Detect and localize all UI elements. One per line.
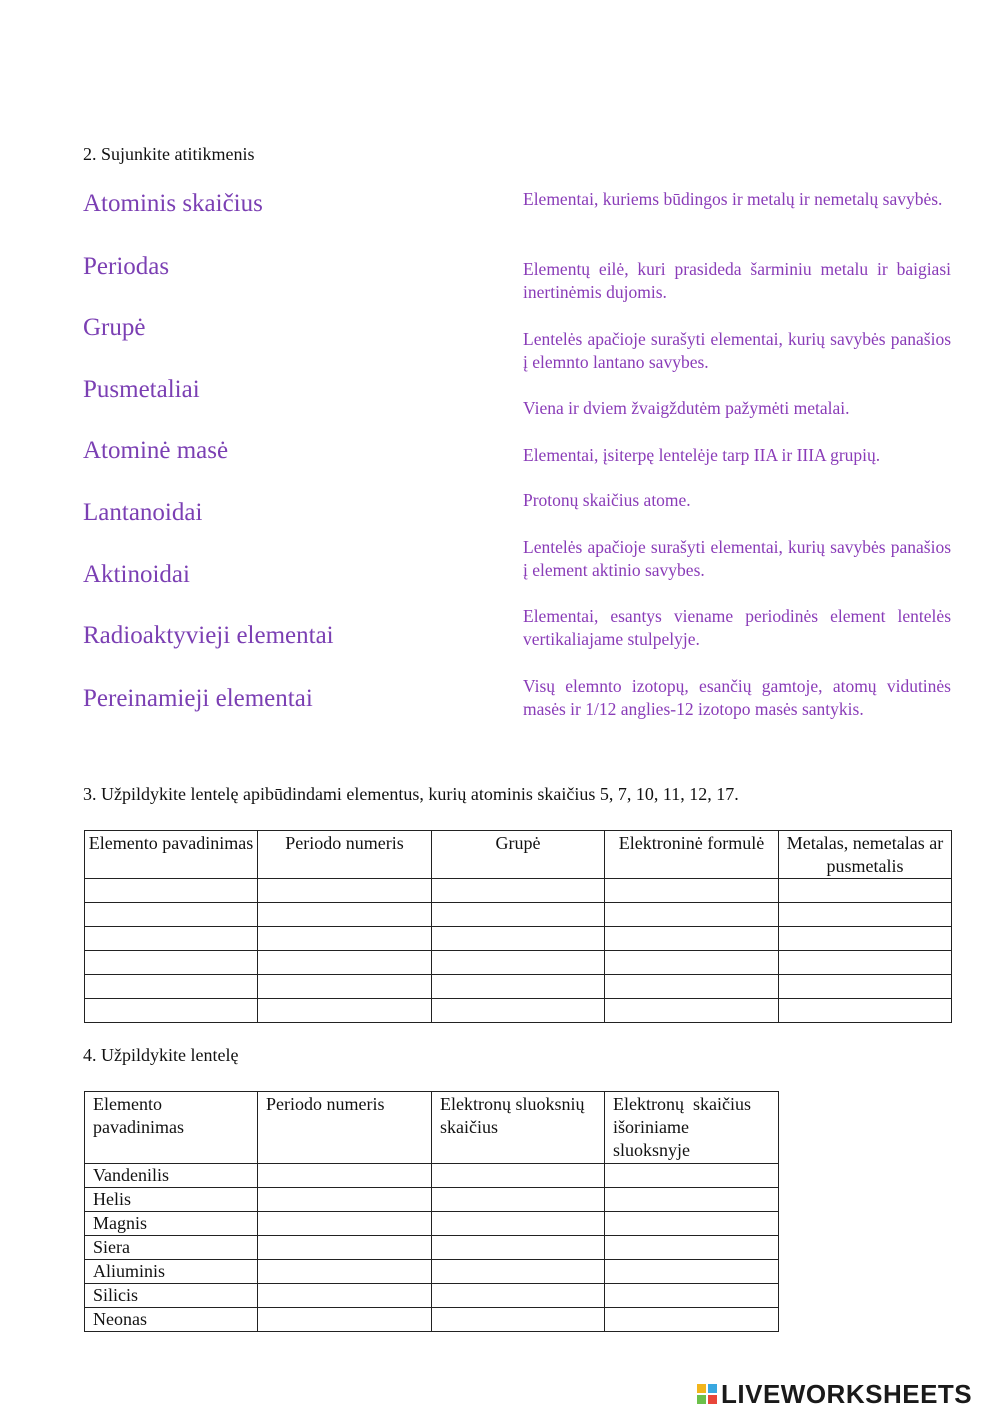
input-cell[interactable] xyxy=(258,1212,432,1236)
term-pusmetaliai: Pusmetaliai xyxy=(83,376,200,403)
definition-1: Elementai, kuriems būdingos ir metalų ir nemetalų savybės. xyxy=(523,189,943,209)
header-isorinio-sluoksnio-elektronai: Elektronų skaičius išoriniame sluoksnyje xyxy=(605,1092,779,1164)
header-periodo-numeris: Periodo numeris xyxy=(258,831,432,879)
header-elemento-pavadinimas: Elemento pavadinimas xyxy=(85,1092,258,1164)
input-cell[interactable] xyxy=(432,1308,605,1332)
input-cell[interactable] xyxy=(605,1308,779,1332)
input-cell[interactable] xyxy=(432,1284,605,1308)
input-cell[interactable] xyxy=(432,951,605,975)
section-2-heading: 2. Sujunkite atitikmenis xyxy=(83,144,255,164)
input-cell[interactable] xyxy=(605,1284,779,1308)
input-cell[interactable] xyxy=(605,1188,779,1212)
table-electron-shells xyxy=(84,1091,779,1332)
input-cell[interactable] xyxy=(258,951,432,975)
header-elemento-pavadinimas: Elemento pavadinimas xyxy=(85,831,258,879)
input-cell[interactable] xyxy=(605,927,779,951)
input-cell[interactable] xyxy=(85,999,258,1023)
input-cell[interactable] xyxy=(258,1260,432,1284)
row-label-silicis: Silicis xyxy=(85,1284,258,1308)
input-cell[interactable] xyxy=(258,879,432,903)
term-pereinamieji: Pereinamieji elementai xyxy=(83,685,313,712)
input-cell[interactable] xyxy=(432,1188,605,1212)
term-radioaktyvieji: Radioaktyvieji elementai xyxy=(83,622,334,649)
row-label-magnis: Magnis xyxy=(85,1212,258,1236)
row-label-siera: Siera xyxy=(85,1236,258,1260)
table-row xyxy=(85,951,952,975)
table-row xyxy=(85,1308,779,1332)
input-cell[interactable] xyxy=(432,879,605,903)
definition-9: Visų elemnto izotopų, esančių gamtoje, atomų vidutinės masės ir 1/12 anglies-12 izotopo masės santykis. xyxy=(523,676,951,719)
input-cell[interactable] xyxy=(605,951,779,975)
definition-7: Lentelės apačioje surašyti elementai, kurių savybės panašios į element aktinio savybes. xyxy=(523,537,951,580)
table-row xyxy=(85,1188,779,1212)
header-elektronine-formule: Elektroninė formulė xyxy=(605,831,779,879)
input-cell[interactable] xyxy=(258,903,432,927)
definition-8: Elementai, esantys viename periodinės element lentelės vertikaliajame stulpelyje. xyxy=(523,606,951,649)
input-cell[interactable] xyxy=(605,879,779,903)
input-cell[interactable] xyxy=(258,1308,432,1332)
header-grupe: Grupė xyxy=(432,831,605,879)
row-label-aliuminis: Aliuminis xyxy=(85,1260,258,1284)
row-label-helis: Helis xyxy=(85,1188,258,1212)
input-cell[interactable] xyxy=(85,975,258,999)
brand-name: LIVEWORKSHEETS xyxy=(721,1378,973,1409)
input-cell[interactable] xyxy=(432,1260,605,1284)
input-cell[interactable] xyxy=(605,975,779,999)
input-cell[interactable] xyxy=(258,1236,432,1260)
table-row xyxy=(85,1260,779,1284)
input-cell[interactable] xyxy=(605,1212,779,1236)
table-row xyxy=(85,927,952,951)
input-cell[interactable] xyxy=(258,1164,432,1188)
input-cell[interactable] xyxy=(605,1236,779,1260)
definition-2: Elementų eilė, kuri prasideda šarminiu metalu ir baigiasi inertinėmis dujomis. xyxy=(523,259,951,302)
input-cell[interactable] xyxy=(779,903,952,927)
input-cell[interactable] xyxy=(85,879,258,903)
input-cell[interactable] xyxy=(605,903,779,927)
input-cell[interactable] xyxy=(432,1212,605,1236)
input-cell[interactable] xyxy=(258,927,432,951)
term-periodas: Periodas xyxy=(83,253,170,280)
table-row xyxy=(85,1164,779,1188)
section-4-heading: 4. Užpildykite lentelę xyxy=(83,1045,239,1065)
input-cell[interactable] xyxy=(432,903,605,927)
input-cell[interactable] xyxy=(779,879,952,903)
table-row xyxy=(85,999,952,1023)
term-lantanoidai: Lantanoidai xyxy=(83,499,203,526)
input-cell[interactable] xyxy=(432,999,605,1023)
definition-6: Protonų skaičius atome. xyxy=(523,490,691,510)
header-metalas-nemetalas: Metalas, nemetalas ar pusmetalis xyxy=(779,831,952,879)
input-cell[interactable] xyxy=(605,1260,779,1284)
table-row xyxy=(85,903,952,927)
header-sluoksniu-skaicius: Elektronų sluoksnių skaičius xyxy=(432,1092,605,1164)
input-cell[interactable] xyxy=(85,927,258,951)
input-cell[interactable] xyxy=(85,951,258,975)
term-atominis-skaicius: Atominis skaičius xyxy=(83,190,263,217)
input-cell[interactable] xyxy=(432,1164,605,1188)
input-cell[interactable] xyxy=(258,1284,432,1308)
input-cell[interactable] xyxy=(432,975,605,999)
term-atomine-mase: Atominė masė xyxy=(83,437,229,464)
table-element-properties xyxy=(84,830,952,1023)
table-row xyxy=(85,1236,779,1260)
term-grupe: Grupė xyxy=(83,314,146,341)
row-label-vandenilis: Vandenilis xyxy=(85,1164,258,1188)
input-cell[interactable] xyxy=(779,975,952,999)
input-cell[interactable] xyxy=(779,951,952,975)
section-3-heading: 3. Užpildykite lentelę apibūdindami elementus, kurių atominis skaičius 5, 7, 10, 11, 12, 17. xyxy=(83,784,739,804)
table-header-row xyxy=(85,1092,779,1164)
input-cell[interactable] xyxy=(258,975,432,999)
input-cell[interactable] xyxy=(432,927,605,951)
row-label-neonas: Neonas xyxy=(85,1308,258,1332)
table-row xyxy=(85,1212,779,1236)
input-cell[interactable] xyxy=(258,1188,432,1212)
definition-5: Elementai, įsiterpę lentelėje tarp IIA ir IIIA grupių. xyxy=(523,445,881,465)
input-cell[interactable] xyxy=(779,999,952,1023)
input-cell[interactable] xyxy=(432,1236,605,1260)
definition-3: Lentelės apačioje surašyti elementai, kurių savybės panašios į elemnto lantano savybes. xyxy=(523,329,951,372)
table-row xyxy=(85,879,952,903)
input-cell[interactable] xyxy=(258,999,432,1023)
table-row xyxy=(85,1284,779,1308)
header-periodo-numeris: Periodo numeris xyxy=(258,1092,432,1164)
liveworksheets-logo xyxy=(697,1378,972,1410)
input-cell[interactable] xyxy=(85,903,258,927)
input-cell[interactable] xyxy=(779,927,952,951)
input-cell[interactable] xyxy=(605,1164,779,1188)
input-cell[interactable] xyxy=(605,999,779,1023)
table-row xyxy=(85,975,952,999)
term-aktinoidai: Aktinoidai xyxy=(83,561,190,588)
definition-4: Viena ir dviem žvaigždutėm pažymėti metalai. xyxy=(523,398,850,418)
table-header-row xyxy=(85,831,952,879)
liveworksheets-icon xyxy=(697,1384,717,1404)
